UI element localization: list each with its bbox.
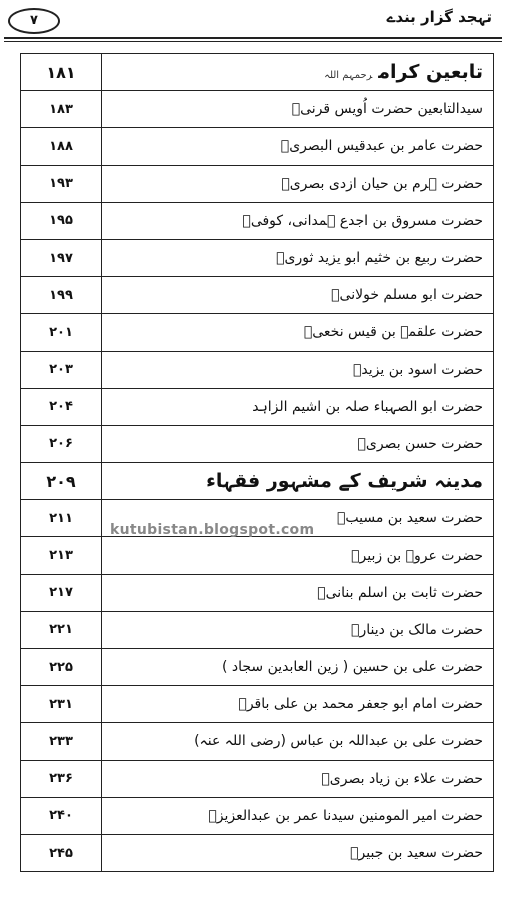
toc-title-text: حضرت مالک بن دینارؒ — [351, 621, 483, 638]
toc-title-text: حضرت اسود بن یزیدؒ — [353, 361, 483, 378]
toc-entry-row — [21, 649, 494, 686]
toc-entry-row — [21, 314, 494, 351]
toc-entry-row — [21, 537, 494, 574]
toc-title-text: سیدالتابعین حضرت اُویس قرنیؒ — [291, 101, 483, 118]
toc-page-number: ۲۳۶ — [21, 760, 102, 797]
toc-page-number: ۲۲۱ — [21, 611, 102, 648]
toc-entry-row — [21, 277, 494, 314]
toc-page-number: ۲۰۳ — [21, 351, 102, 388]
toc-section-title — [102, 54, 494, 91]
toc-page-number: ۲۰۹ — [21, 463, 102, 500]
toc-entry-row — [21, 128, 494, 165]
toc-entry-title — [102, 834, 494, 871]
toc-title-text: حضرت حسن بصریؒ — [357, 435, 483, 452]
toc-entry-row — [21, 351, 494, 388]
toc-entry-title — [102, 314, 494, 351]
table-of-contents — [20, 53, 494, 872]
toc-entry-title — [102, 351, 494, 388]
toc-entry-row — [21, 611, 494, 648]
toc-title-text: حضرت سعید بن مسیبؒ — [336, 510, 483, 527]
toc-title-text: حضرت ہرم بن حیان ازدی بصریؒ — [281, 175, 483, 192]
toc-entry-title — [102, 277, 494, 314]
book-title: تہجد گزار بندے — [386, 8, 492, 26]
toc-title-text: حضرت ثابت بن اسلم بنانیؒ — [317, 584, 483, 601]
toc-entry-title — [102, 797, 494, 834]
toc-page-number: ۱۸۳ — [21, 91, 102, 128]
toc-title-text: حضرت امام ابو جعفر محمد بن علی باقرؒ — [238, 696, 483, 713]
toc-entry-row — [21, 574, 494, 611]
toc-entry-row — [21, 388, 494, 425]
toc-entry-row — [21, 425, 494, 462]
toc-page-number: ۱۸۱ — [21, 54, 102, 91]
toc-title-text: حضرت ابو مسلم خولانیؒ — [331, 287, 483, 304]
toc-page-number: ۲۱۱ — [21, 500, 102, 537]
toc-section-heading-row — [21, 54, 494, 91]
toc-page-number: ۲۰۱ — [21, 314, 102, 351]
toc-entry-row — [21, 723, 494, 760]
toc-entry-row — [21, 202, 494, 239]
toc-entry-row — [21, 239, 494, 276]
toc-entry-title — [102, 425, 494, 462]
toc-title-text: حضرت علقمہ بن قیس نخعیؒ — [303, 324, 483, 341]
toc-page-number: ۲۳۳ — [21, 723, 102, 760]
page-header — [0, 0, 506, 44]
toc-page-number: ۲۰۴ — [21, 388, 102, 425]
toc-section-heading-row — [21, 463, 494, 500]
toc-page-number: ۱۹۵ — [21, 202, 102, 239]
toc-page-number: ۱۹۷ — [21, 239, 102, 276]
toc-entry-row — [21, 91, 494, 128]
toc-title-text: حضرت علی بن حسین ( زین العابدین سجاد ) — [221, 659, 483, 676]
toc-entry-row — [21, 834, 494, 871]
toc-entry-title — [102, 537, 494, 574]
toc-title-text: حضرت امیر المومنین سیدنا عمر بن عبدالعزیزؒ — [208, 807, 483, 824]
toc-title-text: حضرت علاء بن زیاد بصریؒ — [321, 770, 483, 787]
toc-entry-title — [102, 388, 494, 425]
toc-title-text: حضرت مسروق بن اجدع ہمدانی، کوفیؒ — [242, 212, 483, 229]
toc-entry-row — [21, 165, 494, 202]
toc-page-number: ۲۱۷ — [21, 574, 102, 611]
toc-page-number: ۱۹۳ — [21, 165, 102, 202]
toc-page-number: ۲۱۳ — [21, 537, 102, 574]
toc-entry-title — [102, 91, 494, 128]
toc-title-text: تابعین کرام — [378, 61, 483, 84]
toc-entry-title — [102, 128, 494, 165]
toc-entry-title — [102, 760, 494, 797]
toc-entry-title — [102, 165, 494, 202]
toc-title-text: حضرت علی بن عبداللہ بن عباس (رضی اللہ عنہ) — [194, 733, 483, 750]
toc-page-number: ۲۳۱ — [21, 686, 102, 723]
toc-page-number: ۱۸۸ — [21, 128, 102, 165]
toc-honorific: رحمہم اللہ — [324, 70, 373, 82]
toc-title-text: حضرت ابو الصہباء صلہ بن اشیم الزاہد — [252, 398, 483, 415]
header-divider-thin — [4, 41, 502, 42]
toc-entry-row — [21, 797, 494, 834]
toc-page-number: ۲۴۵ — [21, 834, 102, 871]
toc-entry-title — [102, 723, 494, 760]
toc-entry-title — [102, 239, 494, 276]
toc-entry-title — [102, 202, 494, 239]
toc-entry-title — [102, 649, 494, 686]
toc-entry-row — [21, 760, 494, 797]
toc-title-text: حضرت سعید بن جبیرؒ — [350, 845, 483, 862]
toc-title-text: حضرت عامر بن عبدقیس البصریؒ — [280, 138, 483, 155]
toc-title-text: حضرت ربیع بن خثیم ابو یزید ثوریؒ — [276, 250, 483, 267]
toc-entry-row — [21, 686, 494, 723]
toc-page-number: ۲۲۵ — [21, 649, 102, 686]
toc-page-number: ۱۹۹ — [21, 277, 102, 314]
toc-entry-title — [102, 574, 494, 611]
toc-page-number: ۲۴۰ — [21, 797, 102, 834]
page-number-badge: ۷ — [8, 8, 60, 34]
toc-entry-title — [102, 686, 494, 723]
header-divider — [4, 37, 502, 39]
watermark-text: kutubistan.blogspot.com — [110, 522, 315, 538]
toc-title-text: حضرت عروہ بن زبیرؒ — [351, 547, 483, 564]
toc-entry-title — [102, 611, 494, 648]
toc-page-number: ۲۰۶ — [21, 425, 102, 462]
toc-section-title — [102, 463, 494, 500]
toc-title-text: مدینہ شریف کے مشہور فقہاء — [206, 470, 483, 493]
